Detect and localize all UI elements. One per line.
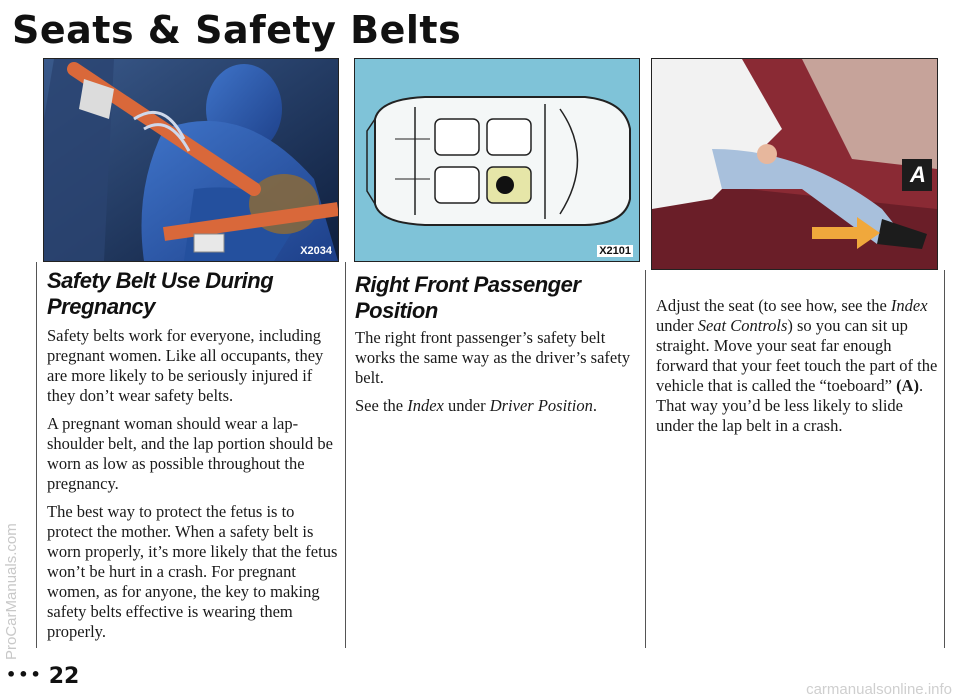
- callout-a-label: A: [910, 162, 926, 187]
- toeboard-illustration: [652, 59, 937, 269]
- paragraph: Adjust the seat (to see how, see the Index under Seat Controls) so you can sit up straight. Move your seat far enough forward that your feet touch the part of the vehicle that is called the “toeboard” (A). That way you’d be less likely to slide under the lap belt in a crash.: [656, 296, 938, 435]
- side-watermark: ProCarManuals.com: [3, 523, 20, 660]
- callout-reference: (A): [896, 376, 919, 395]
- page-title: Seats & Safety Belts: [12, 8, 462, 52]
- paragraph: Safety belts work for everyone, including pregnant women. Like all occupants, they are more likely to be seriously injured if they don’t wear safety belts.: [47, 326, 324, 405]
- section-heading: Safety Belt Use During Pregnancy: [47, 268, 274, 319]
- paragraph: The right front passenger’s safety belt works the same way as the driver’s safety belt.: [355, 328, 631, 387]
- column-divider: [944, 270, 945, 648]
- index-reference: Index: [407, 396, 444, 415]
- column-divider: [645, 270, 646, 648]
- figure-toeboard: [651, 58, 938, 270]
- figure-pregnancy-belt: [43, 58, 339, 262]
- footer-watermark: carmanualsonline.info: [806, 681, 952, 698]
- topic-reference: Driver Position: [489, 396, 593, 415]
- column-pregnancy: [47, 268, 339, 650]
- figure-car-top-view: [354, 58, 640, 262]
- figure-code: X2101: [599, 245, 631, 257]
- page-number: ••• 22: [6, 664, 80, 689]
- section-heading: Right Front Passenger Position: [355, 272, 581, 323]
- column-seat-adjust: [656, 296, 938, 444]
- topic-reference: Seat Controls: [697, 316, 788, 335]
- column-divider: [36, 262, 37, 648]
- figure-code: X2034: [300, 245, 332, 257]
- paragraph: A pregnant woman should wear a lap-shoulder belt, and the lap portion should be worn as low as possible throughout the pregnancy.: [47, 414, 333, 493]
- pregnancy-illustration: [44, 59, 338, 261]
- paragraph: See the Index under Driver Position.: [355, 396, 597, 415]
- index-reference: Index: [890, 296, 928, 315]
- paragraph: The best way to protect the fetus is to protect the mother. When a safety belt is worn properly, it’s more likely that the fetus won’t be hurt in a crash. For pregnant women, as for anyone, the key to making safety belts effective is wearing them properly.: [47, 502, 338, 641]
- car-top-view-illustration: [355, 59, 639, 261]
- column-divider: [345, 262, 346, 648]
- column-passenger-position: [355, 272, 637, 424]
